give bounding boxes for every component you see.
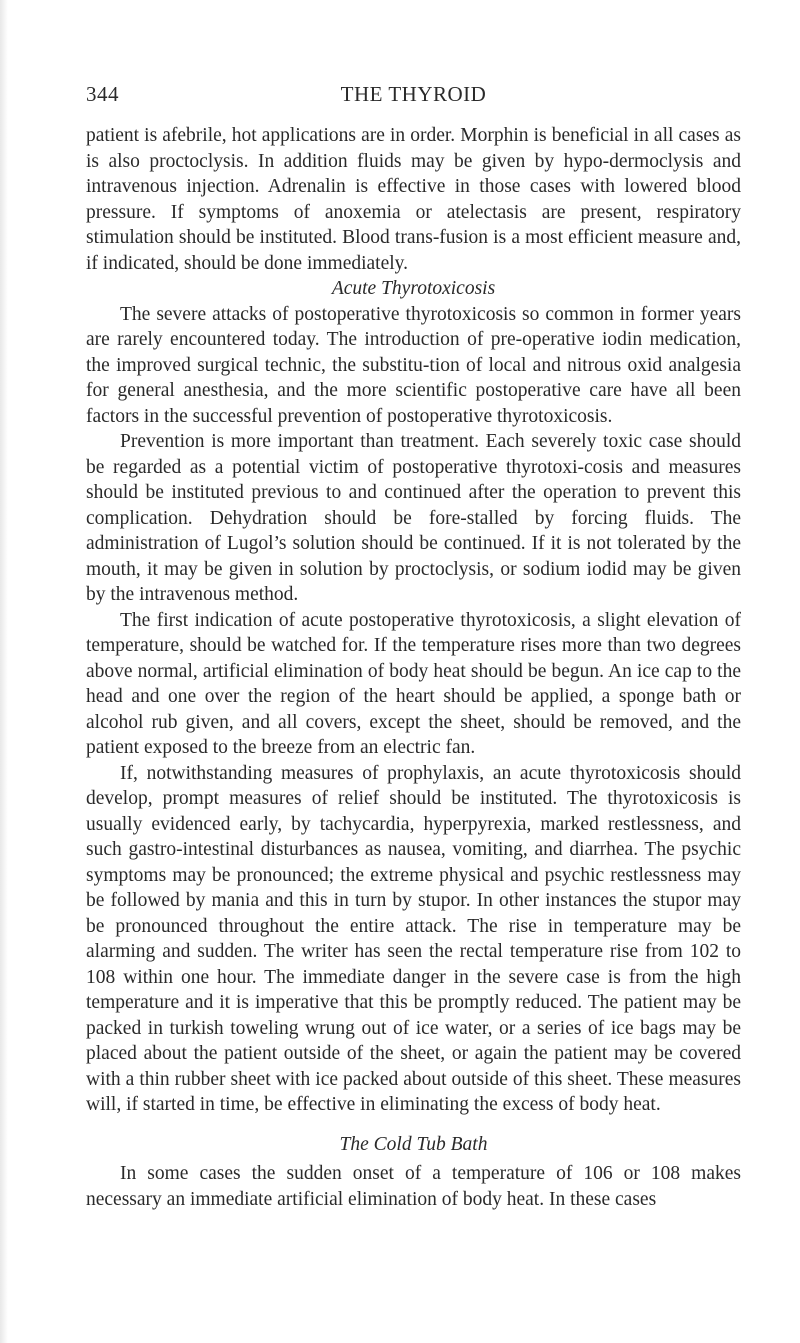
paragraph: Prevention is more important than treatment. Each severely toxic case should be regarded as a potential victim of postoperative thyrotoxi-cosis and measures should be instituted previous to and continued after the operation to prevent this complication. Dehydration should be fore-stalled by forcing fluids. The administration of Lugol’s solution should be continued. If it is not tolerated by the mouth, it may be given in solution by proctoclysis, or sodium iodid may be given by the intravenous method.: [86, 431, 741, 605]
page-number: 344: [86, 82, 119, 106]
body-text: [86, 123, 741, 1212]
section-heading-cold-tub-bath: The Cold Tub Bath: [339, 1133, 488, 1155]
running-title: THE THYROID: [340, 82, 487, 106]
paragraph-continuation: patient is afebrile, hot applications are in order. Morphin is beneficial in all cases as is also proctoclysis. In addition fluids may be given by hypo-dermoclysis and intravenous injection. Adrenalin is effective in those cases with lowered blood pressure. If symptoms of anoxemia or atelectasis are present, respiratory stimulation should be instituted. Blood trans-fusion is a most efficient measure and, if indicated, should be done immediately.: [86, 125, 741, 274]
paragraph: In some cases the sudden onset of a temperature of 106 or 108 makes necessary an immediate artificial elimination of body heat. In these cases: [86, 1163, 741, 1210]
paragraph: The severe attacks of postoperative thyrotoxicosis so common in former years are rarely encountered today. The introduction of pre-operative iodin medication, the improved surgical technic, the substitu-tion of local and nitrous oxid analgesia for general anesthesia, and the more scientific postoperative care have all been factors in the successful prevention of postoperative thyrotoxicosis.: [86, 303, 741, 427]
paragraph: The first indication of acute postoperative thyrotoxicosis, a slight elevation of temperature, should be watched for. If the temperature rises more than two degrees above normal, artificial elimination of body heat should be begun. An ice cap to the head and one over the region of the heart should be applied, a sponge bath or alcohol rub given, and all covers, except the sheet, should be removed, and the patient exposed to the breeze from an electric fan.: [86, 609, 741, 758]
section-heading-acute-thyrotoxicosis: Acute Thyrotoxicosis: [331, 278, 496, 299]
page-edge-shadow: [0, 0, 8, 1343]
running-head: [86, 82, 741, 112]
paragraph: If, notwithstanding measures of prophylaxis, an acute thyrotoxicosis should develop, prompt measures of relief should be instituted. The thyrotoxicosis is usually evidenced early, by tachycardia, hyperpyrexia, marked restlessness, and such gastro-intestinal disturbances as nausea, vomiting, and diarrhea. The psychic symptoms may be pronounced; the extreme physical and psychic restlessness may be followed by mania and this in turn by stupor. In other instances the stupor may be pronounced throughout the entire attack. The rise in temperature may be alarming and sudden. The writer has seen the rectal temperature rise from 102 to 108 within one hour. The immediate danger in the severe case is from the high temperature and it is imperative that this be promptly reduced. The patient may be packed in turkish toweling wrung out of ice water, or a series of ice bags may be placed about the patient outside of the sheet, or again the patient may be covered with a thin rubber sheet with ice packed about outside of this sheet. These measures will, if started in time, be effective in eliminating the excess of body heat.: [86, 762, 741, 1115]
